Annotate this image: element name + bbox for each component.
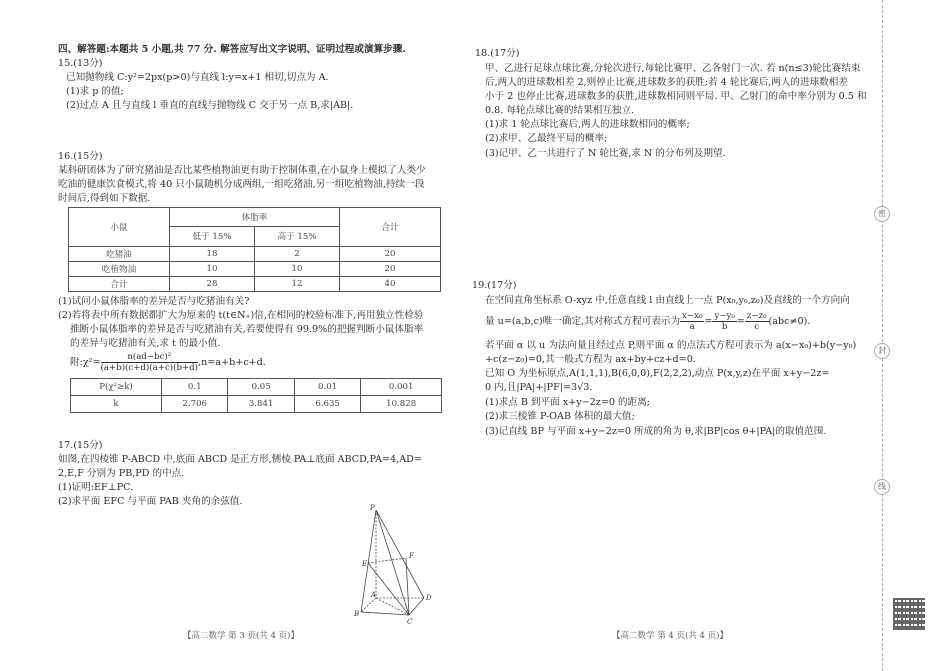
q17-text: 2,E,F 分别为 PB,PD 的中点. — [58, 468, 185, 479]
q19-text: 量 u=(a,b,c)唯一确定,其对称式方程可表示为 — [485, 316, 681, 327]
formula-fraction — [101, 352, 199, 373]
q19-title: 19.(17分) — [472, 280, 517, 291]
q16-text: 时间后,得到如下数据. — [58, 193, 151, 204]
q18-text: 小于 2 也停止比赛,进球数多的获胜,进球数相同则平局. 甲、乙射门的命中率分别为 0.5 和 — [485, 91, 867, 102]
cell: 6.635 — [294, 396, 360, 413]
q19-text: 若平面 α 以 u 为法向量且经过点 P,则平面 α 的点法式方程可表示为 a(x−x₀)+b(y−y₀) — [485, 340, 857, 351]
cell: 28 — [170, 277, 255, 292]
numerator: z−z₀ — [746, 311, 767, 321]
cell: 20 — [340, 262, 441, 277]
q18-part2: (2)求甲、乙最终平局的概率; — [485, 133, 608, 144]
q19-text: 在空间直角坐标系 O-xyz 中,任意直线 l 由直线上一点 P(x₀,y₀,z₀)及直线的一个方向向 — [485, 295, 850, 306]
seal-mi: 密 — [874, 206, 890, 222]
label-p: P — [370, 504, 375, 512]
cell: 0.01 — [294, 379, 360, 396]
row-label: 吃植物油 — [69, 262, 170, 277]
q19-text: 已知 O 为坐标原点,A(1,1,1),B(6,0,0),F(2,2,2),动点 P(x,y,z)在平面 x+y−2z= — [485, 368, 830, 379]
q17-title: 17.(15分) — [58, 440, 103, 451]
q19-text: +c(z−z₀)=0,其一般式方程为 ax+by+cz+d=0. — [485, 354, 696, 365]
header-low: 低于 15% — [170, 226, 255, 246]
cell: 0.05 — [228, 379, 294, 396]
q16-title: 16.(15分) — [58, 151, 103, 162]
q16-part2: (2)若将表中所有数据都扩大为原来的 t(t∈N₊)倍,在相同的校验标准下,再用独立性检验 — [58, 310, 424, 321]
q17-part2: (2)求平面 EFC 与平面 PAB 夹角的余弦值. — [58, 496, 243, 507]
section-header: 四、解答题:本题共 5 小题,共 77 分. 解答应写出文字说明、证明过程或演算步骤. — [58, 44, 406, 55]
cell: 12 — [255, 277, 340, 292]
formula-numerator: n(ad−bc)² — [101, 352, 199, 363]
denominator: c — [754, 322, 760, 332]
cell: 18 — [170, 247, 255, 262]
header-rate: 体脂率 — [170, 208, 340, 227]
denominator: a — [689, 322, 695, 332]
q16-text: 吃油的健康饮食模式,将 40 只小鼠随机分成两组,一组吃猪油,另一组吃植物油,持续一段 — [58, 179, 425, 190]
table-row — [71, 396, 442, 413]
formula-suffix: ,n=a+b+c+d. — [198, 357, 266, 368]
q16-text: 某科研团体为了研究猪油是否比某些植物油更有助于控制体重,在小鼠身上模拟了人类少 — [58, 165, 426, 176]
q17-text: 如图,在四棱锥 P-ABCD 中,底面 ABCD 是正方形,侧棱 PA⊥底面 ABCD,PA=4,AD= — [58, 454, 422, 465]
seal-xian: 线 — [874, 479, 890, 495]
fraction — [680, 311, 704, 332]
q19-text: (abc≠0). — [768, 316, 811, 327]
q18-part1: (1)求 1 轮点球比赛后,两人的进球数相同的概率; — [485, 119, 690, 130]
q18-part3: (3)记甲、乙一共进行了 N 轮比赛,求 N 的分布列及期望. — [485, 148, 726, 159]
cell: 20 — [340, 247, 441, 262]
label-b: B — [354, 610, 360, 618]
cell: 3.841 — [228, 396, 294, 413]
cell: 0.1 — [162, 379, 228, 396]
header-high: 高于 15% — [255, 226, 340, 246]
formula-prefix: 附:χ²= — [70, 357, 101, 368]
qr-code-icon — [893, 598, 925, 630]
fraction — [712, 311, 736, 332]
denominator: b — [721, 322, 728, 332]
q19-text: 0 内,且|PA|+|PF|=3√3. — [485, 382, 593, 393]
row-label: 吃猪油 — [69, 247, 170, 262]
q17-part1: (1)证明:EF⊥PC. — [58, 482, 134, 493]
q15-title: 15.(13分) — [58, 58, 103, 69]
q18-text: 0.8. 每轮点球比赛的结果相互独立. — [485, 105, 635, 116]
binding-line — [882, 0, 883, 671]
table-row — [69, 277, 441, 292]
cell: 10.828 — [361, 396, 442, 413]
label-c: C — [407, 618, 413, 626]
q19-part1: (1)求点 B 到平面 x+y−2z=0 的距离; — [485, 397, 651, 408]
cell: 10 — [170, 262, 255, 277]
q19-symmetric-equation: 量 u=(a,b,c)唯一确定,其对称式方程可表示为 $\frac{\text{x−x₀}}{a}$ = $\frac{\text{y−y₀}}{b}$ = $\frac{\text{z−z₀}}{c}$ (abc≠0). — [485, 311, 811, 332]
q18-title: 18.(17分) — [475, 48, 520, 59]
formula-denominator: (a+b)(c+d)(a+c)(b+d) — [100, 363, 199, 373]
cell: 2.706 — [162, 396, 228, 413]
cell: 0.001 — [361, 379, 442, 396]
label-f: F — [409, 552, 414, 560]
page-footer-left: 【高二数学 第 3 页(共 4 页)】 — [183, 631, 299, 641]
mouse-data-table — [68, 207, 441, 292]
q16-part2-cont: 推断小鼠体脂率的差异是否与吃猪油有关,若要使得有 99.9%的把握判断小鼠体脂率 — [70, 324, 424, 335]
fraction — [745, 311, 769, 332]
header-mouse: 小鼠 — [69, 208, 170, 247]
critical-value-table — [70, 378, 442, 413]
row-label: 合计 — [69, 277, 170, 292]
label-a: A — [371, 591, 377, 599]
q16-part1: (1)试问小鼠体脂率的差异是否与吃猪油有关? — [58, 296, 250, 307]
q16-part2-cont: 的差异与吃猪油有关,求 t 的最小值. — [70, 338, 221, 349]
chi-square-formula — [70, 352, 266, 374]
k-label: k — [71, 396, 162, 413]
q19-part2: (2)求三棱锥 P-OAB 体积的最大值; — [485, 411, 635, 422]
q18-text: 甲、乙进行足球点球比赛,分轮次进行,每轮比赛甲、乙各射门一次. 若 n(n≤3)轮比赛结束 — [485, 63, 861, 74]
q19-part3: (3)记直线 BP 与平面 x+y−2z=0 所成的角为 θ,求|BP|cos θ+|PA|的取值范围. — [485, 426, 827, 437]
p-label: P(χ²≥k) — [71, 379, 162, 396]
header-total: 合计 — [340, 208, 441, 247]
seal-feng: 封 — [874, 343, 890, 359]
cell: 2 — [255, 247, 340, 262]
q15-part2: (2)过点 A 且与直线 l 垂直的直线与抛物线 C 交于另一点 B,求|AB|. — [66, 100, 354, 111]
q18-text: 后,两人的进球数相差 2,则停止比赛,进球数多的获胜;若 4 轮比赛后,两人的进球数相差 — [485, 77, 848, 88]
table-row — [69, 247, 441, 262]
q15-part1: (1)求 p 的值; — [66, 86, 124, 97]
table-row — [69, 262, 441, 277]
page-footer-right: 【高二数学 第 4 页(共 4 页)】 — [612, 631, 728, 641]
label-d: D — [426, 594, 432, 602]
pyramid-figure — [340, 500, 450, 630]
table-row — [71, 379, 442, 396]
numerator: y−y₀ — [714, 311, 735, 321]
cell: 40 — [340, 277, 441, 292]
label-e: E — [362, 560, 368, 568]
cell: 10 — [255, 262, 340, 277]
q15-text: 已知抛物线 C:y²=2px(p>0)与直线 l:y=x+1 相切,切点为 A. — [66, 72, 329, 83]
numerator: x−x₀ — [682, 311, 703, 321]
